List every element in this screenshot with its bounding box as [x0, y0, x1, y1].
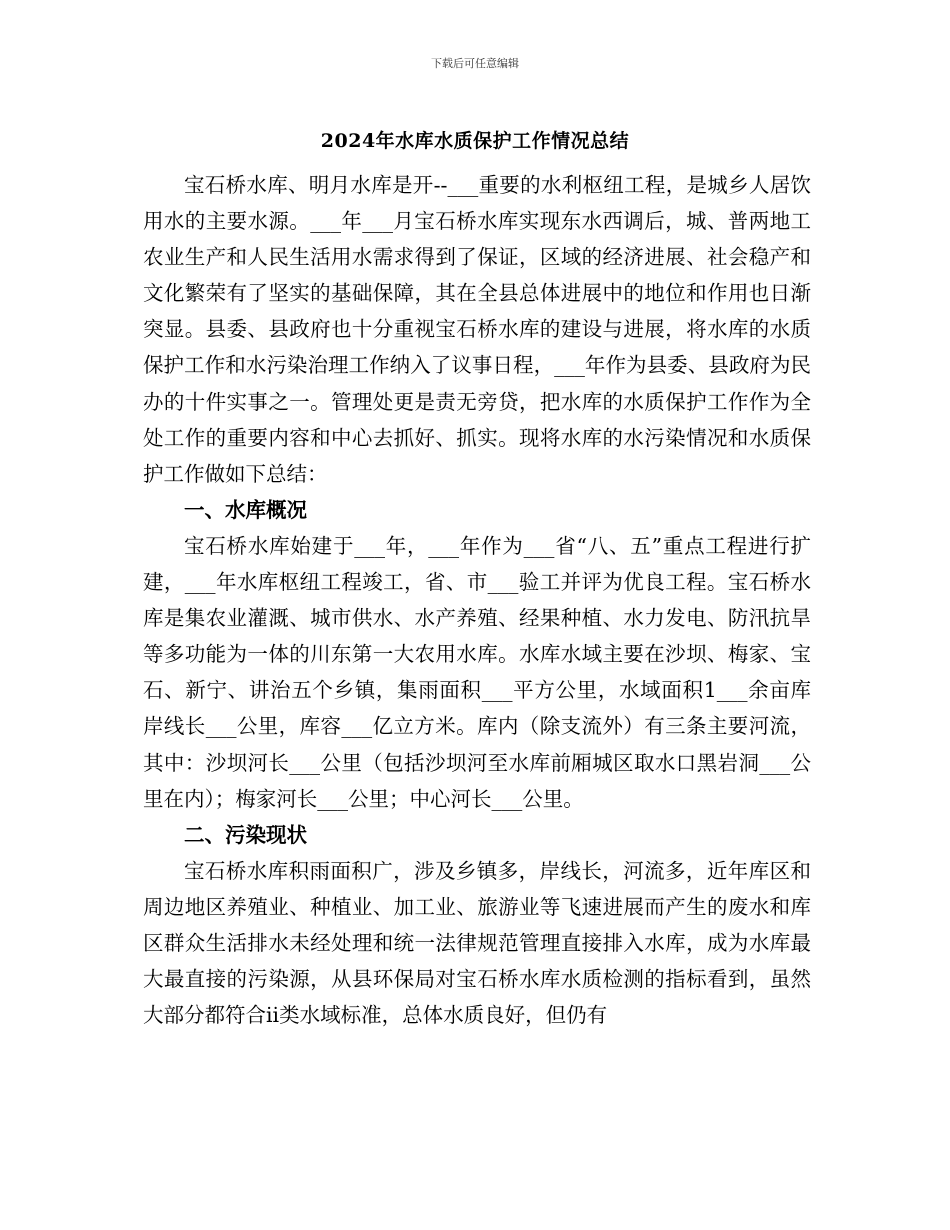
paragraph-intro: 宝石桥水库、明月水库是开--___重要的水利枢纽工程，是城乡人居饮用水的主要水源。___年___月宝石桥水库实现东水西调后，城、普两地工农业生产和人民生活用水需求得到了保证，区域的经济进展、社会稳产和文化繁荣有了坚实的基础保障，其在全县总体进展中的地位和作用也日渐突显。县委、县政府也十分重视宝石桥水库的建设与进展，将水库的水质保护工作和水污染治理工作纳入了议事日程，___年作为县委、县政府为民办的十件实事之一。管理处更是责无旁贷，把水库的水质保护工作作为全处工作的重要内容和中心去抓好、抓实。现将水库的水污染情况和水质保护工作做如下总结：: [143, 173, 811, 486]
document-body: [143, 167, 811, 1033]
document-title: 2024年水库水质保护工作情况总结: [320, 130, 630, 152]
section-heading-pollution: 二、污染现状: [184, 822, 307, 847]
paragraph-pollution: 宝石桥水库积雨面积广，涉及乡镇多，岸线长，河流多，近年库区和周边地区养殖业、种植业、加工业、旅游业等飞速进展而产生的废水和库区群众生活排水未经处理和统一法律规范管理直接排入水库，成为水库最大最直接的污染源，从县环保局对宝石桥水库水质检测的指标看到，虽然大部分都符合ii类水域标准，总体水质良好，但仍有: [143, 858, 811, 1028]
section-heading-overview: 一、水库概况: [184, 497, 307, 522]
header-note: 下载后可任意编辑: [431, 57, 519, 70]
paragraph-overview: 宝石桥水库始建于___年，___年作为___省“八、五”重点工程进行扩建，___年水库枢纽工程竣工，省、市___验工并评为优良工程。宝石桥水库是集农业灌溉、城市供水、水产养殖、经果种植、水力发电、防汛抗旱等多功能为一体的川东第一大农用水库。水库水域主要在沙坝、梅家、宝石、新宁、讲治五个乡镇，集雨面积___平方公里，水域面积1___余亩库岸线长___公里，库容___亿立方米。库内（除支流外）有三条主要河流，其中：沙坝河长___公里（包括沙坝河至水库前厢城区取水口黑岩洞___公里在内）；梅家河长___公里；中心河长___公里。: [143, 533, 811, 811]
